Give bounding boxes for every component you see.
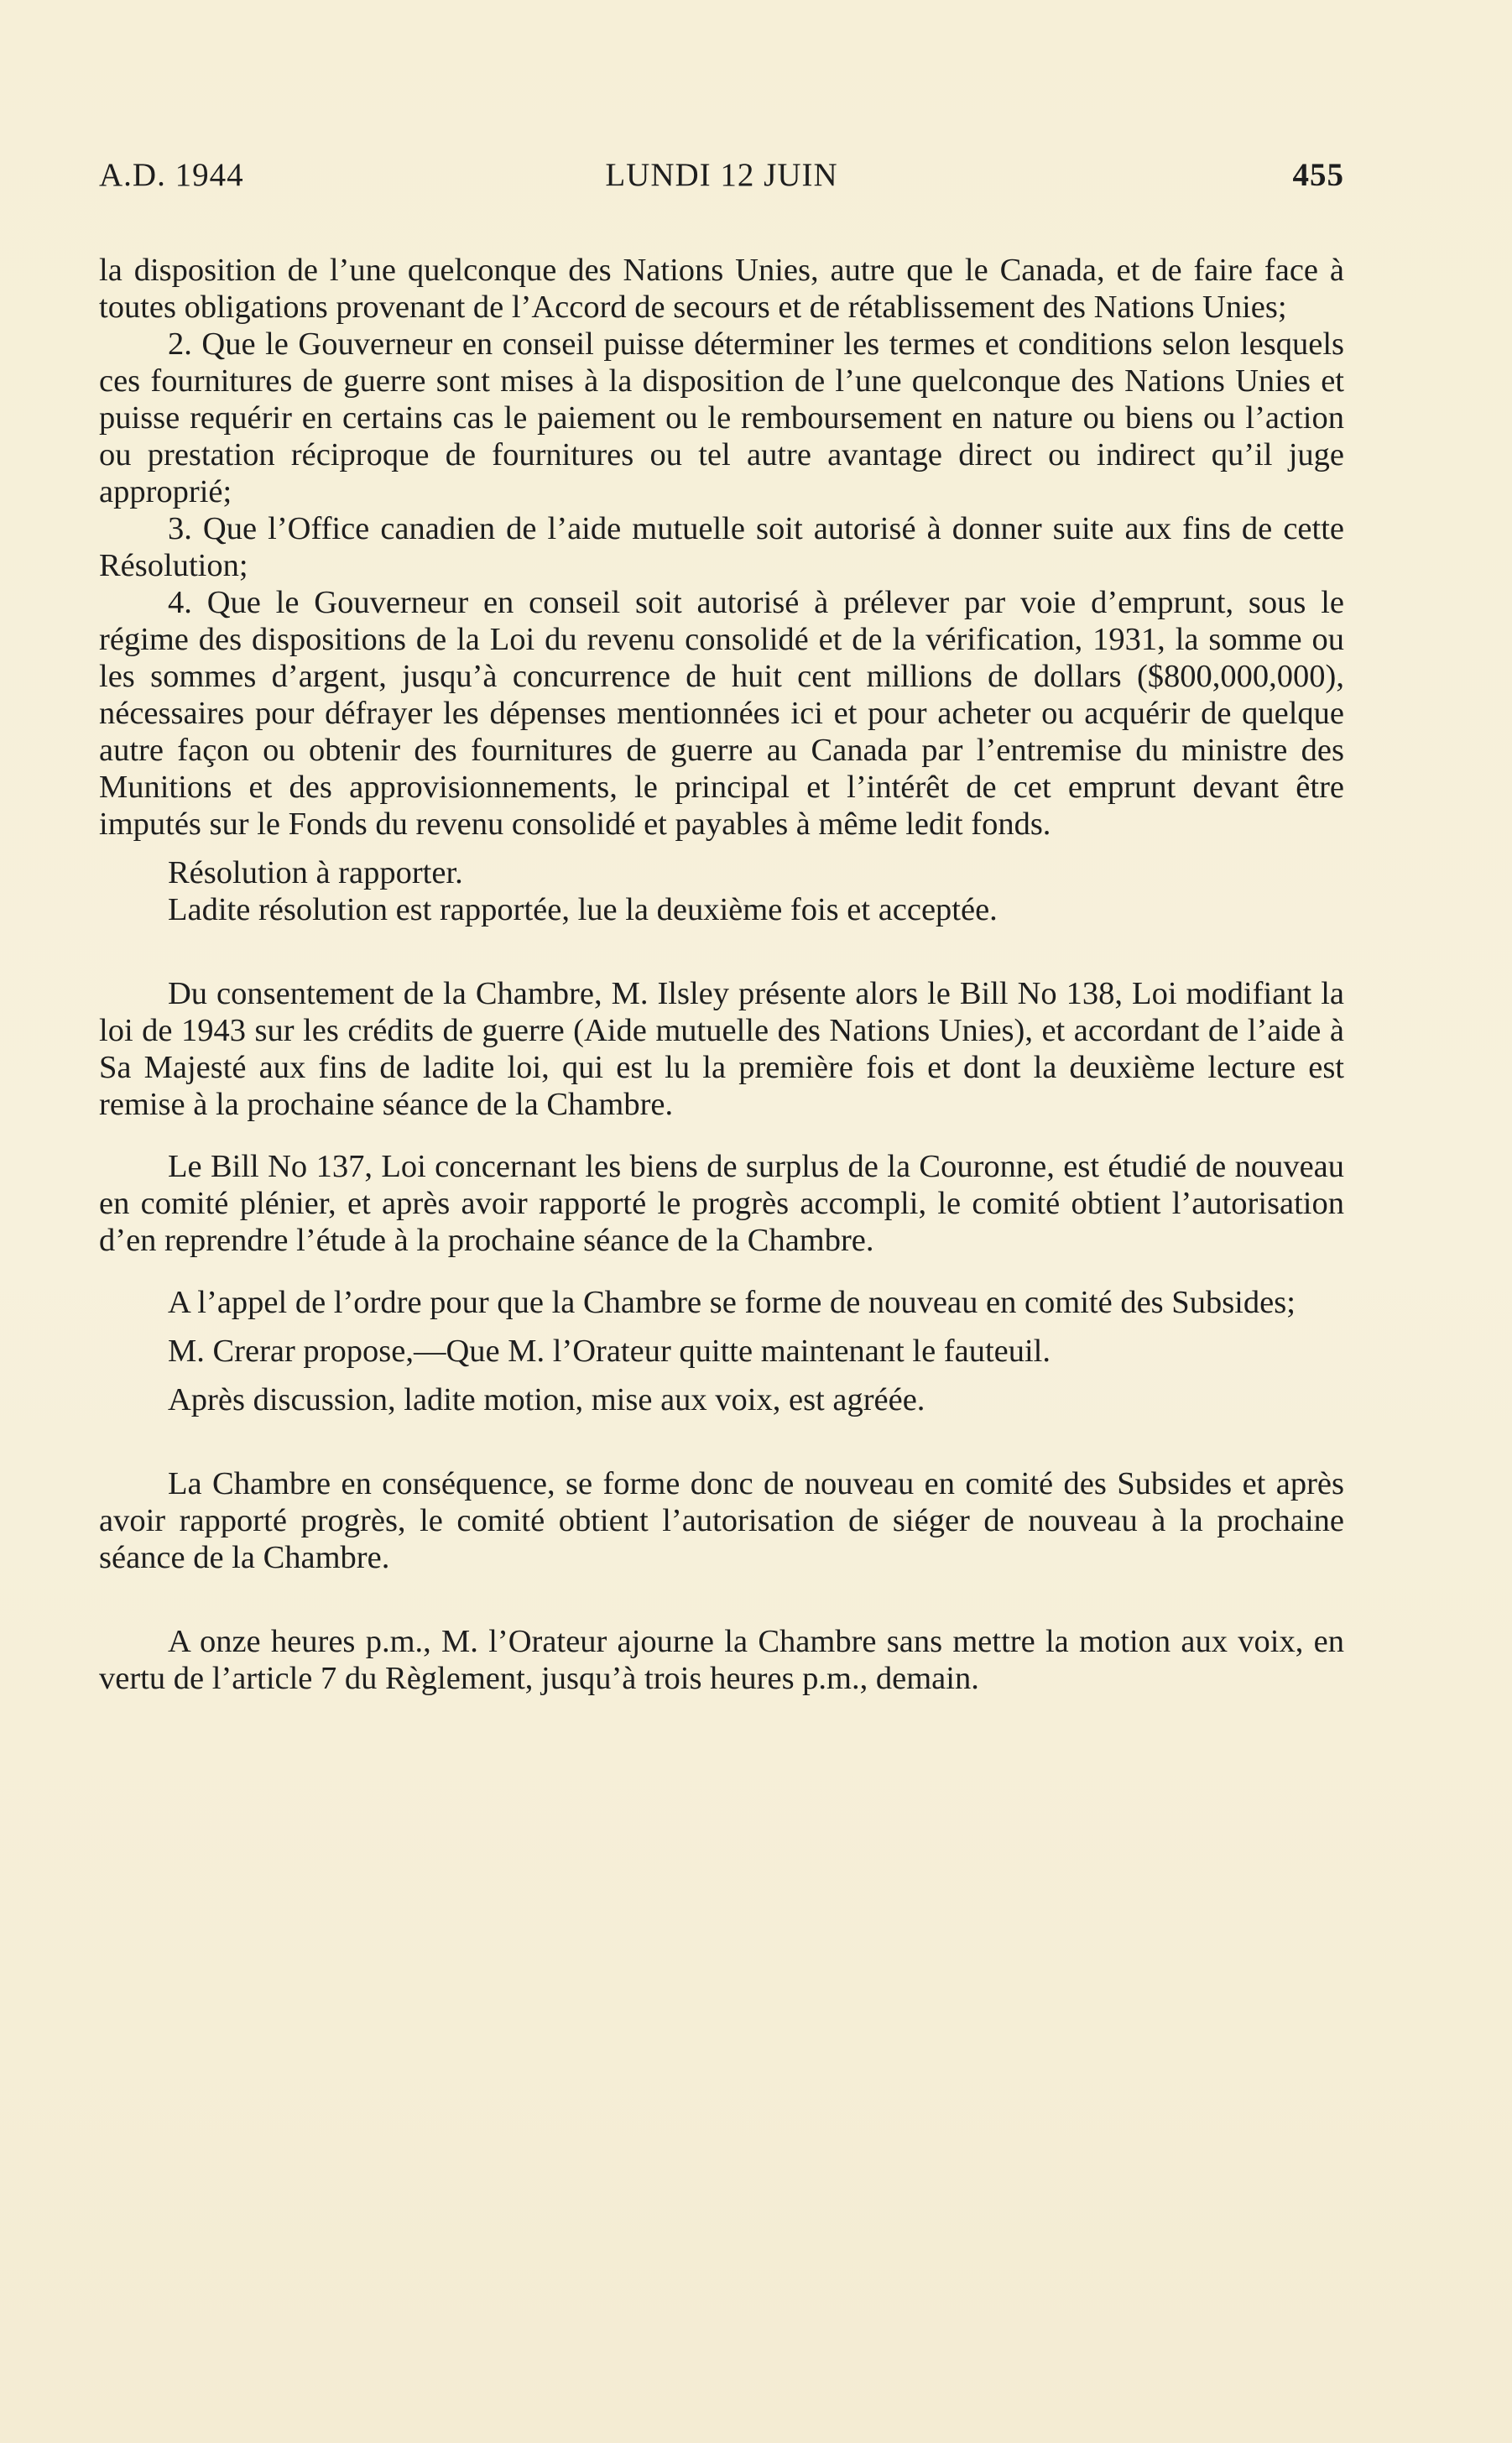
document-body: [99, 252, 1344, 1697]
paragraph-order-call: A l’appel de l’ordre pour que la Chambre se forme de nouveau en comité des Subsides;: [168, 1285, 1296, 1320]
paragraph-continuation: la disposition de l’une quelconque des Nations Unies, autre que le Canada, et de faire face à toutes obligations provenant de l’Accord de secours et de rétablissement des Nations Unies;: [99, 253, 1344, 325]
paragraph-item-4: 4. Que le Gouverneur en conseil soit autorisé à prélever par voie d’emprunt, sous le régime des dispositions de la Loi du revenu consolidé et de la vérification, 1931, la somme ou les sommes d’argent, jusqu’à concurrence de huit cent millions de dollars ($800,000,000), nécessaires pour défrayer les dépenses mentionnées ici et pour acheter ou acquérir de quelque autre façon ou obtenir des fournitures de guerre au Canada par l’entremise du ministre des Munitions et des approvisionnements, le principal et l’intérêt de cet emprunt devant être imputés sur le Fonds du revenu consolidé et payables à même ledit fonds.: [99, 585, 1344, 842]
paragraph-item-3: 3. Que l’Office canadien de l’aide mutuelle soit autorisé à donner suite aux fins de cette Résolution;: [99, 511, 1344, 583]
paragraph-resolution-report: Résolution à rapporter.: [168, 855, 463, 890]
header-year: A.D. 1944: [99, 157, 244, 193]
paragraph-bill-137: Le Bill No 137, Loi concernant les biens de surplus de la Couronne, est étudié de nouveau en comité plénier, et après avoir rapporté le progrès accompli, le comité obtient l’autorisation d’en reprendre l’étude à la prochaine séance de la Chambre.: [99, 1149, 1344, 1258]
paragraph-resolution-accepted: Ladite résolution est rapportée, lue la deuxième fois et acceptée.: [168, 892, 998, 927]
paragraph-item-2: 2. Que le Gouverneur en conseil puisse déterminer les termes et conditions selon lesquels ces fournitures de guerre sont mises à la disposition de l’une quelconque des Nations Unies et puisse requérir en certains cas le paiement ou le remboursement en nature ou biens ou l’action ou prestation réciproque de fournitures ou tel autre avantage direct ou indirect qu’il juge approprié;: [99, 326, 1344, 509]
paragraph-crerar-motion: M. Crerar propose,—Que M. l’Orateur quitte maintenant le fauteuil.: [168, 1334, 1051, 1369]
paragraph-committee-supply: La Chambre en conséquence, se forme donc de nouveau en comité des Subsides et après avoir rapporté progrès, le comité obtient l’autorisation de siéger de nouveau à la prochaine séance de la Chambre.: [99, 1466, 1344, 1575]
header-date: LUNDI 12 JUIN: [605, 157, 838, 193]
paragraph-adjournment: A onze heures p.m., M. l’Orateur ajourne la Chambre sans mettre la motion aux voix, en vertu de l’article 7 du Règlement, jusqu’à trois heures p.m., demain.: [99, 1624, 1344, 1696]
paragraph-bill-138: Du consentement de la Chambre, M. Ilsley présente alors le Bill No 138, Loi modifiant la loi de 1943 sur les crédits de guerre (Aide mutuelle des Nations Unies), et accordant de l’aide à Sa Majesté aux fins de ladite loi, qui est lu la première fois et dont la deuxième lecture est remise à la prochaine séance de la Chambre.: [99, 976, 1344, 1122]
running-header: [99, 156, 1344, 206]
paragraph-motion-agreed: Après discussion, ladite motion, mise aux voix, est agréée.: [168, 1382, 925, 1417]
page-number: 455: [1292, 157, 1344, 193]
